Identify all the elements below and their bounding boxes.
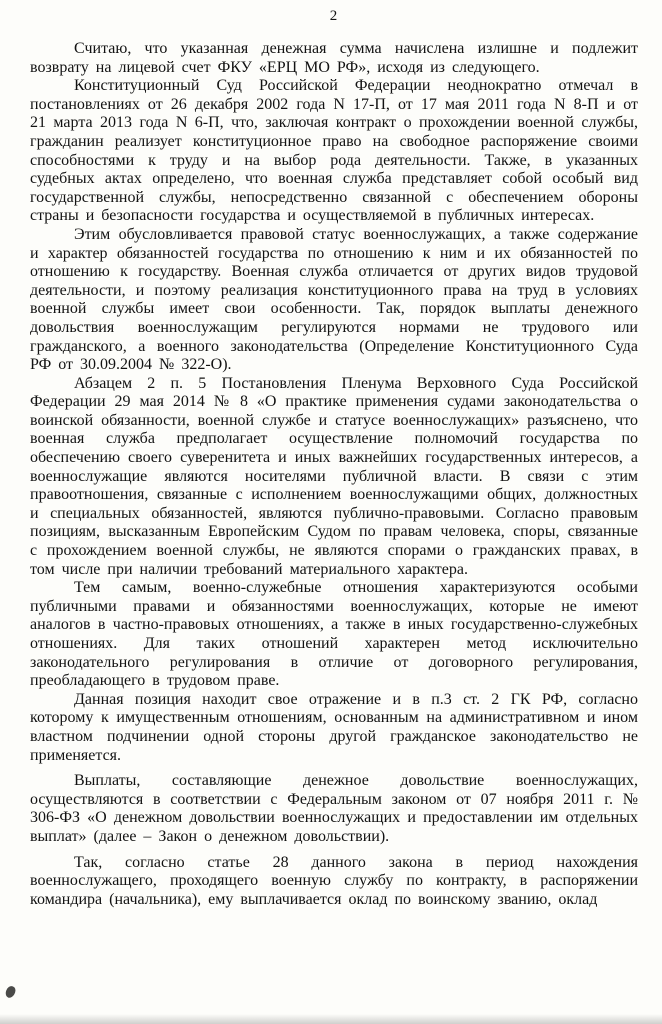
scan-artifact <box>4 985 16 999</box>
paragraph-allowance-law: Выплаты, составляющие денежное довольствие военнослужащих, осуществляются в соответствии с Федеральным законом от 07 ноября 2011 г. № 306-ФЗ «О денежном довольствии военнослужащих и предоставлении им отдельных выплат» (далее – Закон о денежном довольствии). <box>30 772 638 845</box>
page-number: 2 <box>329 8 339 24</box>
paragraph-article-28: Так, согласно статье 28 данного закона в период нахождения военнослужащего, проходящего военную службу по контракту, в распоряжении командира (начальника), ему выплачивается оклад по воинскому званию, оклад <box>30 853 638 908</box>
paragraph-legal-status: Этим обусловливается правовой статус военнослужащих, а также содержание и характер обязанностей государства по отношению к ним и их обязанностей по отношению к государству. Военная служба отличается от других видов трудовой деятельности, и поэтому реализация конституционного права на труд в условиях военной службы имеет свои особенности. Так, порядок выплаты денежного довольствия военнослужащим регулируются нормами не трудового или гражданского, а военного законодательства (Определение Конституционного Суда РФ от 30.09.2004 № 322-О). <box>30 225 638 374</box>
paragraph-plenum-resolution: Абзацем 2 п. 5 Постановления Пленума Верховного Суда Российской Федерации 29 мая 2014 № 8 «О практике применения судами законодательства о воинской обязанности, военной службе и статусе военнослужащих» разъяснено, что военная служба предполагает осуществление полномочий государства по обеспечению своего суверенитета и иных важнейших государственных интересов, а военнослужащие являются носителями публичной власти. В связи с этим правоотношения, связанные с исполнением военнослужащими общих, должностных и специальных обязанностей, являются публично-правовыми. Согласно правовым позициям, высказанным Европейским Судом по правам человека, споры, связанные с прохождением военной службы, не являются спорами о гражданских правах, в том числе при наличии требований материального характера. <box>30 374 638 578</box>
document-body <box>30 40 638 909</box>
paragraph-military-service-relations: Тем самым, военно-служебные отношения характеризуются особыми публичными правами и обязанностями военнослужащих, которые не имеют аналогов в частно-правовых отношениях, а также в иных государственно-служебных отношениях. Для таких отношений характерен метод исключительно законодательного регулирования в отличие от договорного регулирования, преобладающего в трудовом праве. <box>30 579 638 690</box>
paragraph-constitutional-court: Конституционный Суд Российской Федерации неоднократно отмечал в постановлениях от 26 декабря 2002 года N 17-П, от 17 мая 2011 года N 8-П и от 21 марта 2013 года N 6-П, что, заключая контракт о прохождении военной службы, гражданин реализует конституционное право на свободное распоряжение своими способностями к труду и на выбор рода деятельности. Также, в указанных судебных актах определено, что военная служба представляет собой особый вид государственной службы, непосредственно связанной с обеспечением обороны страны и безопасности государства и осуществляемой в публичных интересах. <box>30 77 638 225</box>
paragraph-civil-code: Данная позиция находит свое отражение и в п.3 ст. 2 ГК РФ, согласно которому к имущественным отношениям, основанным на административном и ином властном подчинении одной стороны другой гражданское законодательство не применяется. <box>30 690 638 764</box>
paragraph-intro: Считаю, что указанная денежная сумма начислена излишне и подлежит возврату на лицевой счет ФКУ «ЕРЦ МО РФ», исходя из следующего. <box>30 40 638 76</box>
